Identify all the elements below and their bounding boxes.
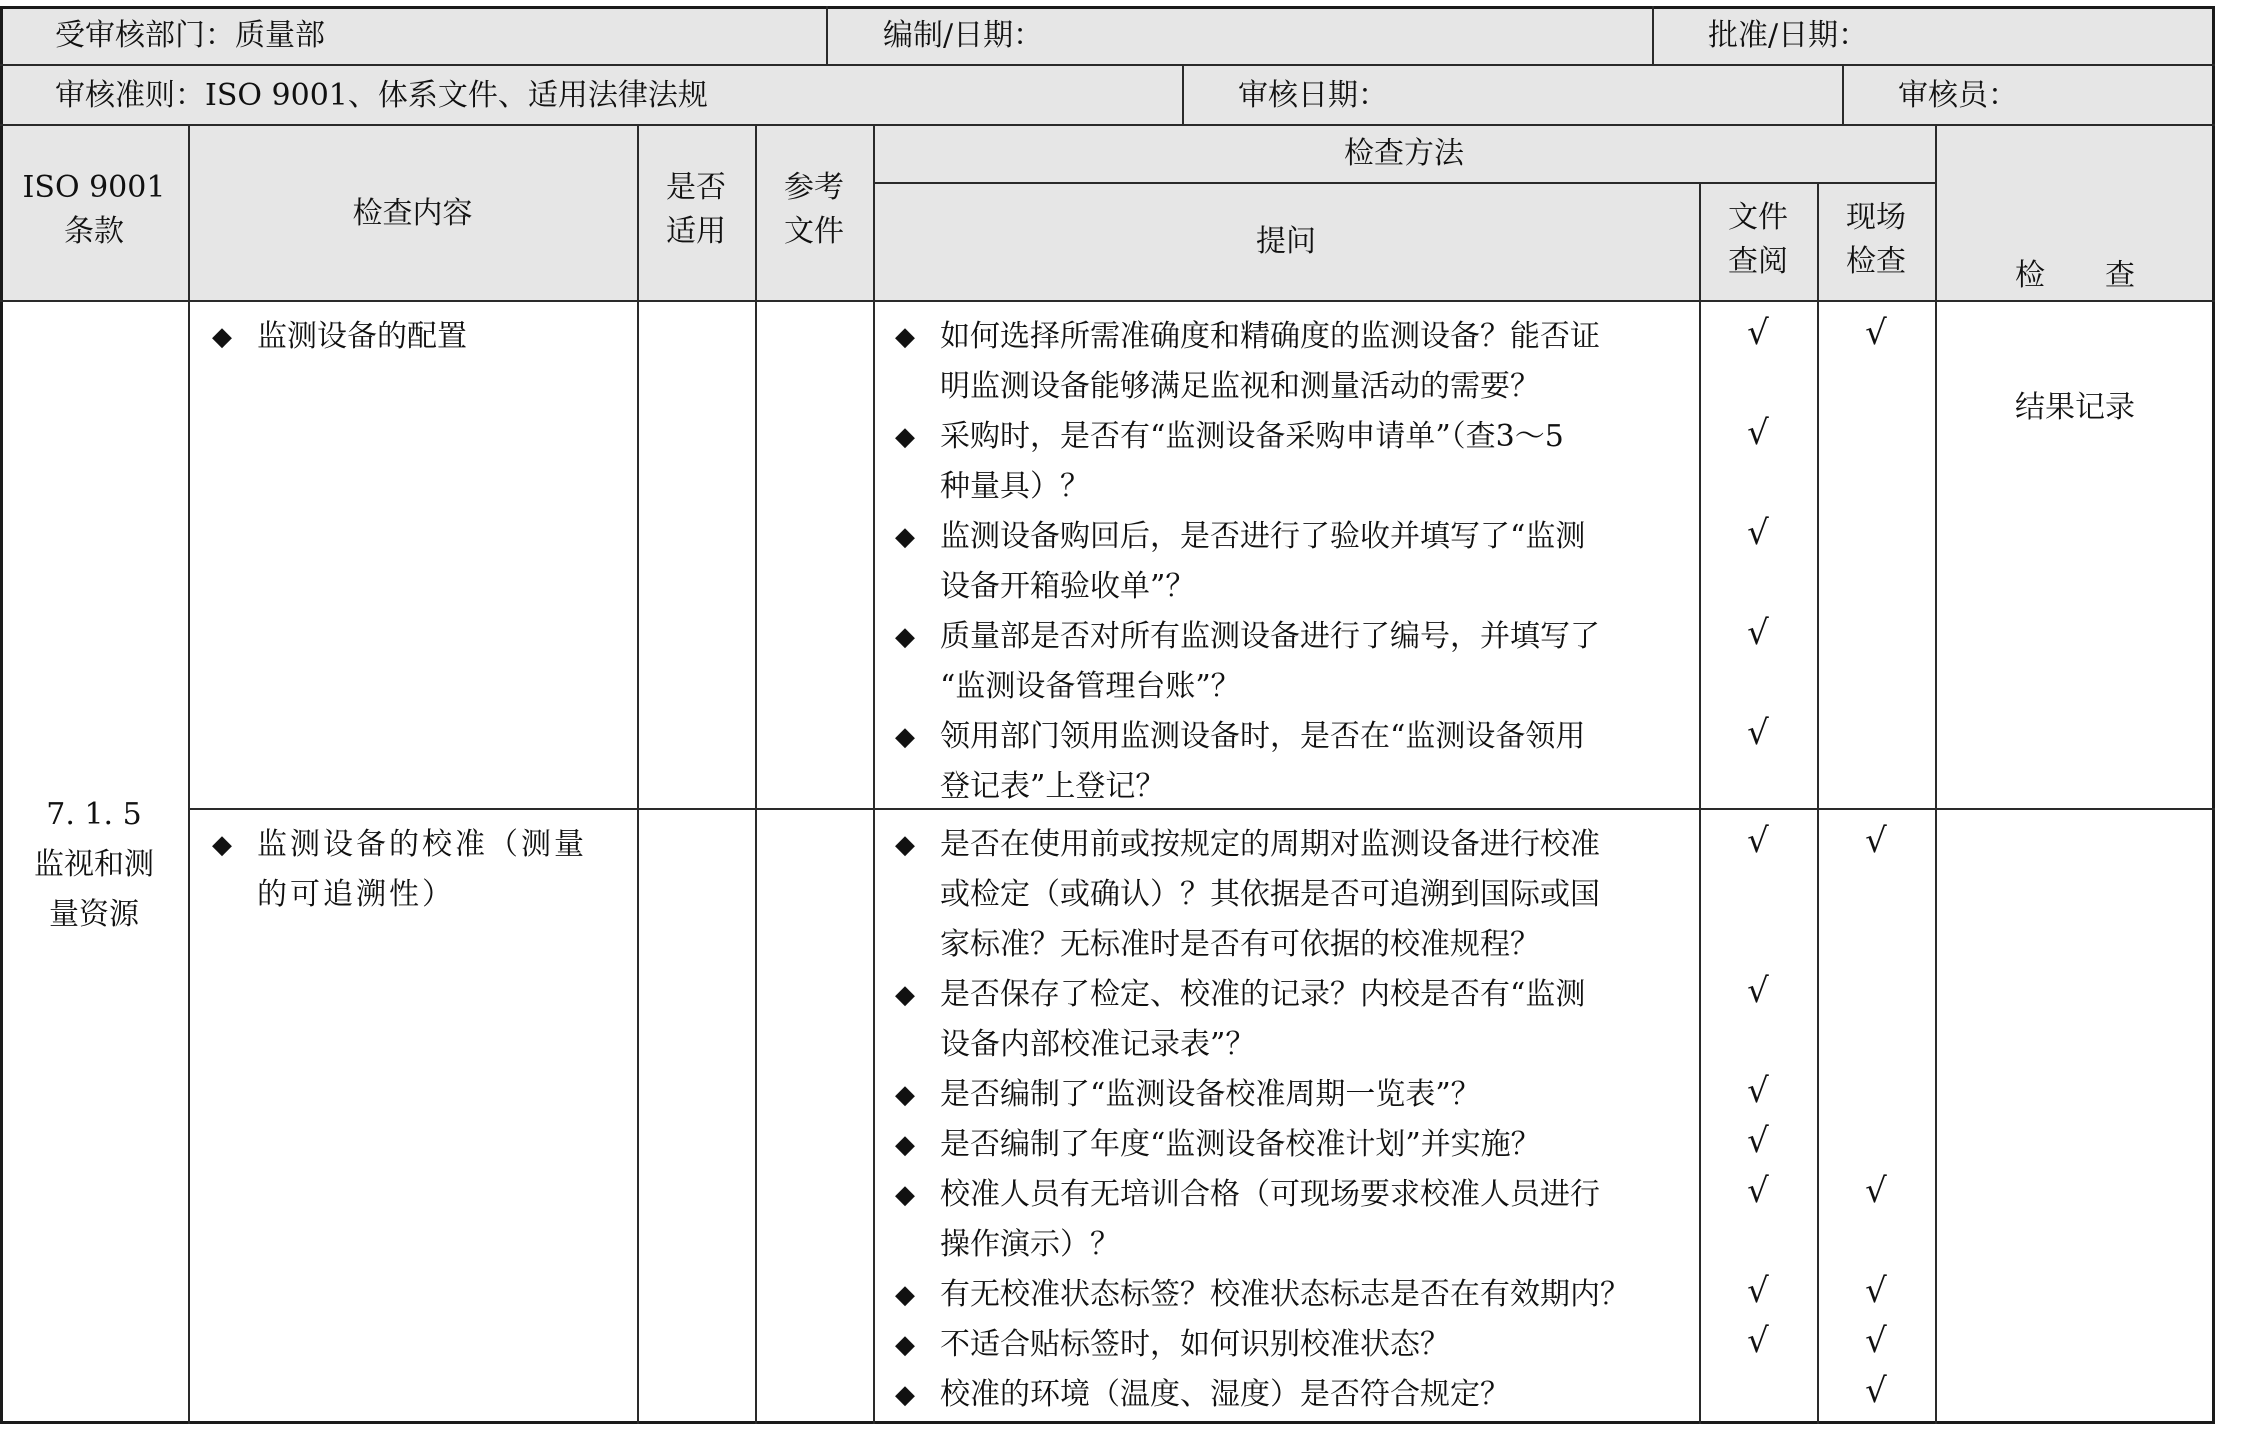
question-item bbox=[895, 1170, 1685, 1270]
question-line: 监测设备购回后，是否进行了验收并填写了“监测 bbox=[940, 519, 1586, 554]
question-item bbox=[895, 820, 1685, 970]
row-divider bbox=[0, 64, 2215, 66]
col-divider bbox=[188, 124, 190, 1424]
content-line: 监测设备的配置 bbox=[257, 319, 467, 354]
bullet-icon: ◆ bbox=[895, 830, 915, 860]
question-line: 登记表”上登记？ bbox=[940, 769, 1166, 804]
question-line: 是否编制了“监测设备校准周期一览表”？ bbox=[940, 1077, 1481, 1112]
site-check-check-mark: √ bbox=[1865, 313, 1887, 353]
question-line: 种量具）？ bbox=[940, 469, 1090, 504]
question-line: 或检定（或确认）？其依据是否可追溯到国际或国 bbox=[940, 877, 1600, 912]
col-header-clause-line: ISO 9001 bbox=[22, 170, 166, 205]
col-header-site-check bbox=[1817, 196, 1935, 284]
question-item bbox=[895, 612, 1685, 712]
bullet-icon: ◆ bbox=[895, 522, 915, 552]
question-line: “监测设备管理台账”？ bbox=[940, 669, 1241, 704]
clause-title-line: 量资源 bbox=[49, 897, 139, 932]
question-line: 是否保存了检定、校准的记录？内校是否有“监测 bbox=[940, 977, 1586, 1012]
content-line: 的可追溯性） bbox=[257, 877, 455, 912]
col-header-applicable bbox=[637, 166, 755, 254]
doc-review-check-mark: √ bbox=[1747, 1121, 1769, 1161]
bullet-icon: ◆ bbox=[895, 1180, 915, 1210]
doc-review-check-mark: √ bbox=[1747, 713, 1769, 753]
bullet-icon: ◆ bbox=[895, 1130, 915, 1160]
bullet-icon: ◆ bbox=[895, 322, 915, 352]
content-line: 监测设备的校准（测量 bbox=[257, 827, 587, 862]
doc-review-check-mark: √ bbox=[1747, 313, 1769, 353]
col-header-question: 提问 bbox=[1256, 224, 1316, 259]
content-item-text bbox=[212, 312, 622, 362]
site-check-check-mark: √ bbox=[1865, 1321, 1887, 1361]
doc-review-check-mark: √ bbox=[1747, 613, 1769, 653]
question-line: 设备开箱验收单”？ bbox=[940, 569, 1196, 604]
question-item bbox=[895, 1120, 1685, 1170]
bullet-icon: ◆ bbox=[895, 422, 915, 452]
doc-review-check-mark: √ bbox=[1747, 1171, 1769, 1211]
clause-cell bbox=[0, 790, 188, 940]
doc-review-check-mark: √ bbox=[1747, 821, 1769, 861]
question-item bbox=[895, 1320, 1685, 1370]
prepared-by-date: 编制/日期： bbox=[883, 18, 1044, 53]
question-item bbox=[895, 1270, 1685, 1320]
question-item bbox=[895, 512, 1685, 612]
col-divider bbox=[1699, 182, 1701, 1424]
question-line: 是否在使用前或按规定的周期对监测设备进行校准 bbox=[940, 827, 1600, 862]
bullet-icon: ◆ bbox=[895, 722, 915, 752]
site-check-check-mark: √ bbox=[1865, 1171, 1887, 1211]
question-line: 设备内部校准记录表”？ bbox=[940, 1027, 1256, 1062]
audit-date: 审核日期： bbox=[1238, 78, 1388, 113]
bullet-icon: ◆ bbox=[212, 322, 232, 352]
col-header-reference bbox=[755, 166, 873, 254]
col-header-reference-line: 参考 bbox=[784, 170, 844, 205]
content-item bbox=[212, 820, 622, 920]
col-header-doc-review-line: 文件 bbox=[1728, 200, 1788, 235]
col-header-method: 检查方法 bbox=[1344, 136, 1464, 171]
col-header-content: 检查内容 bbox=[352, 196, 473, 231]
question-item bbox=[895, 412, 1685, 512]
col-header-result-line: 检 查 bbox=[2015, 258, 2135, 293]
question-line: 家标准？无标准时是否有可依据的校准规程？ bbox=[940, 927, 1540, 962]
doc-review-check-mark: √ bbox=[1747, 1321, 1769, 1361]
bullet-icon: ◆ bbox=[895, 1330, 915, 1360]
doc-review-check-mark: √ bbox=[1747, 1071, 1769, 1111]
question-item bbox=[895, 712, 1685, 812]
col-header-result bbox=[1935, 166, 2215, 474]
col-header-result-line: 结果记录 bbox=[2015, 390, 2135, 425]
col-header-clause-line: 条款 bbox=[64, 214, 124, 249]
audit-criteria: 审核准则：ISO 9001、体系文件、适用法律法规 bbox=[55, 78, 708, 113]
doc-review-check-mark: √ bbox=[1747, 413, 1769, 453]
question-line: 明监测设备能够满足监视和测量活动的需要？ bbox=[940, 369, 1540, 404]
col-divider bbox=[755, 124, 757, 1424]
doc-review-check-mark: √ bbox=[1747, 1271, 1769, 1311]
doc-review-check-mark: √ bbox=[1747, 971, 1769, 1011]
col-divider bbox=[637, 124, 639, 1424]
col-header-doc-review-line: 查阅 bbox=[1728, 244, 1788, 279]
approved-by-date: 批准/日期： bbox=[1708, 18, 1869, 53]
col-header-doc-review bbox=[1699, 196, 1817, 284]
auditor: 审核员： bbox=[1898, 78, 2018, 113]
bullet-icon: ◆ bbox=[895, 1080, 915, 1110]
col-divider bbox=[873, 124, 875, 1424]
col-header-site-check-line: 现场 bbox=[1846, 200, 1906, 235]
col-header-applicable-line: 是否 bbox=[666, 170, 726, 205]
question-line: 质量部是否对所有监测设备进行了编号，并填写了 bbox=[940, 619, 1600, 654]
question-item bbox=[895, 1370, 1685, 1420]
col-header-site-check-line: 检查 bbox=[1846, 244, 1906, 279]
question-line: 有无校准状态标签？校准状态标志是否在有效期内？ bbox=[940, 1277, 1630, 1312]
col-divider bbox=[1817, 182, 1819, 1424]
col-header-reference-line: 文件 bbox=[784, 214, 844, 249]
question-line: 是否编制了年度“监测设备校准计划”并实施？ bbox=[940, 1127, 1541, 1162]
col-divider bbox=[826, 6, 828, 64]
question-line: 采购时，是否有“监测设备采购申请单”（查3～5 bbox=[940, 419, 1564, 454]
bullet-icon: ◆ bbox=[895, 1380, 915, 1410]
question-line: 如何选择所需准确度和精确度的监测设备？能否证 bbox=[940, 319, 1600, 354]
col-header-clause bbox=[0, 166, 188, 254]
header-bottom-divider bbox=[0, 300, 2215, 302]
bullet-icon: ◆ bbox=[895, 1280, 915, 1310]
question-line: 操作演示）？ bbox=[940, 1227, 1120, 1262]
row-divider bbox=[0, 124, 2215, 126]
question-line: 校准的环境（温度、湿度）是否符合规定？ bbox=[940, 1377, 1510, 1412]
content-item-text bbox=[212, 820, 622, 920]
clause-title-line: 监视和测 bbox=[34, 847, 154, 882]
question-item bbox=[895, 312, 1685, 412]
question-item bbox=[895, 970, 1685, 1070]
doc-review-check-mark: √ bbox=[1747, 513, 1769, 553]
site-check-check-mark: √ bbox=[1865, 821, 1887, 861]
method-subheader-divider bbox=[873, 182, 1935, 184]
col-divider bbox=[1652, 6, 1654, 64]
col-divider bbox=[1842, 64, 1844, 124]
site-check-check-mark: √ bbox=[1865, 1371, 1887, 1411]
col-header-applicable-line: 适用 bbox=[666, 214, 726, 249]
content-item bbox=[212, 312, 622, 362]
question-line: 校准人员有无培训合格（可现场要求校准人员进行 bbox=[940, 1177, 1600, 1212]
site-check-check-mark: √ bbox=[1865, 1271, 1887, 1311]
question-item bbox=[895, 1070, 1685, 1120]
bullet-icon: ◆ bbox=[895, 980, 915, 1010]
bullet-icon: ◆ bbox=[895, 622, 915, 652]
clause-number: 7. 1. 5 bbox=[46, 797, 142, 832]
bullet-icon: ◆ bbox=[212, 830, 232, 860]
question-line: 领用部门领用监测设备时，是否在“监测设备领用 bbox=[940, 719, 1586, 754]
col-divider bbox=[1182, 64, 1184, 124]
audited-department: 受审核部门：质量部 bbox=[55, 18, 325, 53]
question-line: 不适合贴标签时，如何识别校准状态？ bbox=[940, 1327, 1450, 1362]
